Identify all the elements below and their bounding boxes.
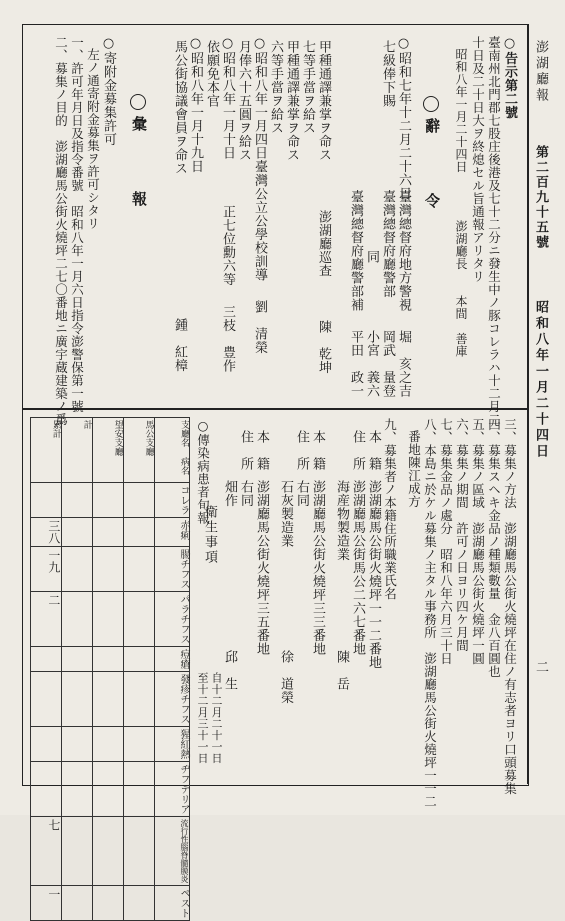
notice-signer-title: 澎湖廳長 (454, 220, 468, 270)
person-name: 陳 岳 (334, 650, 349, 691)
table-cell (92, 817, 123, 886)
appointment-item: 六等手當ヲ給ス (268, 40, 283, 135)
appointment-item: 月俸六十五圓ヲ給ス (236, 40, 251, 162)
appointment-item: 七等手當ヲ給ス (300, 40, 315, 135)
mid-rule (22, 408, 527, 410)
person-key: 住 所 (238, 430, 253, 471)
appointee-title: 臺灣總督府廳警部補 (348, 190, 363, 312)
table-cell: 三八 (31, 518, 62, 547)
table-row-label: 累計 (31, 418, 62, 483)
notice-title: ○告示第二號 (502, 36, 517, 119)
table-cell (61, 518, 92, 547)
appointee-name: 三枝 豊作 (220, 305, 235, 373)
appointment-item: 依願免本官 (204, 40, 219, 108)
table-cell (61, 647, 92, 672)
disease-table (30, 417, 190, 921)
bulletin-line: 六、募集ノ期間 許可ノ日ヨリ四ケ月間 (454, 418, 470, 652)
disease-name: 猩紅熱 (154, 727, 190, 762)
column-header-side: 支廳名 (179, 420, 189, 447)
bulletin-line: 四、募集スヘキ金品ノ種類數量 金八百圓也 (486, 418, 502, 678)
appointments-heading: 辭 令 (423, 118, 441, 218)
table-cell (123, 547, 154, 592)
appointee-name: 劉 清榮 (252, 300, 267, 354)
bulletin-line: 八、本島ニ於ケル募集ノ主タル事務所 澎湖廳馬公街火燒坪一一二 (422, 418, 438, 808)
table-cell (123, 727, 154, 762)
gazette-name: 澎湖廳報 (533, 40, 548, 104)
table-cell (92, 483, 123, 518)
table-cell (61, 886, 92, 921)
table-cell (61, 817, 92, 886)
bulletin-heading: 彙 報 (130, 116, 148, 216)
bulletin-line: 七、募集金品ノ處分 昭和八年六月三十日 (438, 418, 454, 665)
table-cell (61, 547, 92, 592)
section-circle (130, 94, 146, 110)
table-cell (61, 727, 92, 762)
table-cell (123, 647, 154, 672)
hygiene-title: ○傳染病患者旬報 (195, 418, 211, 525)
notice-date: 昭和八年一月二十四日 (454, 48, 468, 173)
person-key: 住 所 (294, 430, 309, 471)
bulletin-line: 左ノ通寄附金募集ヲ許可シタリ (85, 48, 101, 230)
table-cell (92, 886, 123, 921)
appointee-name: 鍾 紅樟 (172, 318, 187, 372)
table-cell: 七 (31, 817, 62, 886)
appointment-item: ○昭和八年一月十九日 (188, 36, 203, 173)
table-row-label: 馬公支廳 (123, 418, 154, 483)
appointee-name: 小宮 義六 (364, 330, 379, 398)
person-value: 右同 (238, 480, 253, 507)
table-cell (31, 762, 62, 817)
appointee-title: 臺灣總督府廳警部 (380, 190, 395, 298)
person-value: 澎湖廳馬公街火燒坪三五番地 (254, 480, 269, 656)
hygiene-section: 衛生事項 (202, 505, 217, 565)
table-cell (92, 547, 123, 592)
table-cell (31, 647, 62, 672)
person-value: 澎湖廳馬公街火燒坪一一二番地 (366, 480, 381, 669)
table-cell (123, 762, 154, 817)
table-cell (31, 672, 62, 727)
disease-name: コレラ (154, 483, 190, 518)
notice-line: 十日及二十日大ヲ終熄セル旨通報アリタリ (470, 36, 486, 283)
column-header-top: 病名 (179, 457, 189, 475)
disease-name: 流行性腦脊髓膜炎 (154, 817, 190, 886)
bulletin-line: 三、募集ノ方法 澎湖廳馬公街火燒坪在住ノ有志者ヨリ口頭募集 (502, 418, 518, 795)
appointee-name: 陳 乾坤 (316, 320, 331, 374)
table-cell (92, 727, 123, 762)
appointee-name: 平田 政一 (348, 330, 363, 398)
disease-name: パラチフス (154, 592, 190, 647)
table-header-label (154, 418, 190, 483)
bulletin-line: 番地陳江成方 (406, 430, 422, 508)
person-key: 本 籍 (366, 430, 381, 471)
page-number: 二 (533, 660, 548, 674)
issue-number: 第二百九十五號 (533, 145, 548, 250)
bulletin-line: 二、募集ノ目的 澎湖廳馬公街火燒坪二七〇番地ニ廣宇蔵建築ノ爲 (53, 36, 69, 426)
disease-name: 痘瘡 (154, 647, 190, 672)
appointment-item: ○昭和八年一月四日 (252, 36, 267, 160)
table-cell: 一 (31, 886, 62, 921)
person-value: 澎湖廳馬公街馬公二六七番地 (350, 480, 365, 656)
appointee-name: 堀 亥之吉 (396, 330, 411, 398)
appointee-title: 澎湖廳巡查 (316, 210, 331, 278)
table-cell (31, 727, 62, 762)
table-cell (123, 817, 154, 886)
appointee-title: 同 (364, 250, 379, 264)
person-key: 住 所 (350, 430, 365, 471)
bulletin-line: 五、募集ノ區域 澎湖廳馬公街火燒坪一圓 (470, 418, 486, 665)
bulletin-line: 一、許可年月日及指令番號 昭和八年一月六日指令澎警保第一號 (69, 36, 85, 413)
person-name: 邱 生 (222, 650, 237, 691)
appointment-date: ○昭和七年十二月二十六日 (396, 36, 411, 200)
report-period-end: 至十二月三十一日 (196, 672, 209, 764)
table-cell (61, 483, 92, 518)
table-cell (92, 672, 123, 727)
issue-date: 昭和八年一月二十四日 (533, 300, 548, 460)
table-cell (123, 483, 154, 518)
table-cell (92, 518, 123, 547)
table-cell (92, 762, 123, 817)
appointee-title: 臺灣公立公學校訓導 (252, 160, 267, 282)
person-key: 本 籍 (254, 430, 269, 471)
report-period-start: 自十二月二十一日 (210, 672, 223, 764)
appointee-title: 正七位勳六等 (220, 205, 235, 286)
person-job: 海産物製造業 (334, 480, 349, 561)
table-cell (61, 762, 92, 817)
notice-line: 臺南州北門郡七股庄後港及七十二分ニ發生中ノ豚コレラハ十二月二 (486, 36, 502, 426)
person-job: 畑作 (222, 480, 237, 507)
person-value: 右同 (294, 480, 309, 507)
table-cell (123, 518, 154, 547)
appointment-item: 馬公街協議會員ヲ命ス (172, 40, 187, 175)
table-cell: 二 (31, 592, 62, 647)
appointment-item: ○昭和八年一月十日 (220, 36, 235, 160)
person-value: 澎湖廳馬公街火燒坪三三番地 (310, 480, 325, 656)
disease-name: ヂフテリア (154, 762, 190, 817)
notice-signer-name: 本間 善庫 (454, 295, 468, 358)
header-rule (527, 24, 529, 784)
table-cell (92, 592, 123, 647)
table-cell (61, 672, 92, 727)
appointee-name: 岡武 量登 (380, 330, 395, 398)
disease-name: 發疹チフス (154, 672, 190, 727)
table-cell (123, 672, 154, 727)
person-key: 本 籍 (310, 430, 325, 471)
appointment-rank: 七級俸下賜 (380, 40, 395, 108)
disease-name: 赤痢 (154, 518, 190, 547)
person-job: 石灰製造業 (278, 480, 293, 548)
table-row-label: 望安支廳 (92, 418, 123, 483)
appointment-item: 甲種通譯兼掌ヲ命ス (284, 40, 299, 162)
person-name: 徐 道榮 (278, 650, 293, 704)
disease-name: 腸チフス (154, 547, 190, 592)
section-circle (423, 96, 439, 112)
table-cell (123, 886, 154, 921)
bulletin-title: ○寄附金募集許可 (101, 36, 116, 146)
table-cell (123, 592, 154, 647)
table-cell (92, 647, 123, 672)
appointment-item: 甲種通譯兼掌ヲ命ス (316, 40, 331, 162)
table-cell (61, 592, 92, 647)
bulletin-line: 九、募集者ノ本籍住所職業氏名 (382, 418, 398, 600)
disease-name: ペスト (154, 886, 190, 921)
appointee-title: 臺灣總督府地方警視 (396, 190, 411, 312)
table-row-label: 計 (61, 418, 92, 483)
table-cell: 一九 (31, 547, 62, 592)
table-cell (31, 483, 62, 518)
